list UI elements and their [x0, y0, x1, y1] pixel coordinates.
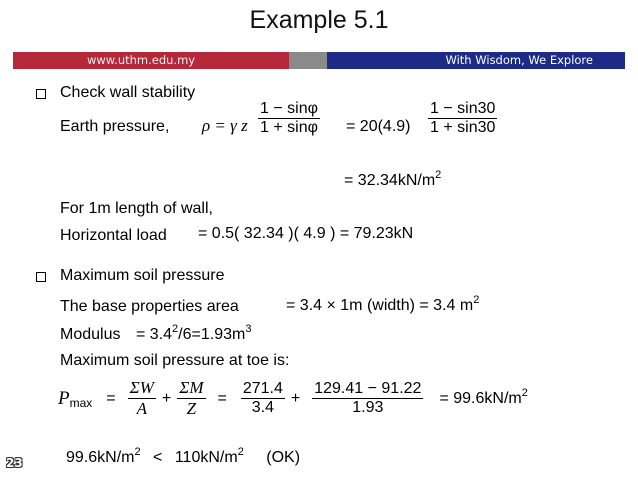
earth-result: [344, 169, 442, 190]
fraction-z-den: Z: [177, 398, 205, 419]
pmax-eq-2: =: [217, 389, 227, 407]
header-motto: With Wisdom, We Explore: [445, 53, 593, 67]
earth-pressure-label: Earth pressure,: [60, 118, 170, 135]
fraction-a-den: A: [128, 398, 156, 419]
pmax-letter: P: [58, 387, 70, 409]
pmax-sub: max: [69, 395, 93, 410]
pmax-result: [439, 386, 528, 408]
check-sup-2: 2: [237, 446, 244, 458]
modulus-sup-2: 3: [245, 323, 252, 335]
header-bar: [13, 52, 625, 69]
check-less-than: <: [153, 449, 163, 466]
pmax-symbol: [58, 388, 92, 410]
fraction-m-num: ΣM: [179, 378, 204, 397]
earth-fraction-1: [258, 100, 320, 137]
check-ok: (OK): [266, 449, 301, 466]
pmax-result-sup: 2: [521, 386, 528, 399]
earth-result-value: = 32.34kN/m: [344, 172, 436, 189]
pmax-equation: [58, 378, 528, 419]
check-line: [66, 446, 301, 467]
earth-fraction-2: [428, 100, 497, 137]
header-url: www.uthm.edu.my: [87, 53, 196, 67]
bullet-square-icon: [36, 272, 46, 282]
modulus-expr-a: = 3.4: [136, 326, 173, 343]
modulus-expr-b: /6=1.93m: [178, 326, 246, 343]
earth-mid-expr: = 20(4.9): [346, 118, 411, 135]
page-number: 23: [6, 456, 23, 470]
fraction-moment-den: 1.93: [312, 398, 423, 417]
earth-fraction-2-den: 1 + sin30: [430, 119, 496, 136]
fraction-moment: [312, 380, 423, 417]
section2-heading: Maximum soil pressure: [60, 267, 225, 284]
area-expr-value: = 3.4 × 1m (width) = 3.4 m: [286, 297, 474, 314]
fraction-3-4-den: 3.4: [241, 398, 285, 417]
modulus-sup-1: 2: [172, 323, 179, 335]
fraction-moment-num: 129.41 − 91.22: [314, 380, 422, 397]
area-expr: [286, 294, 480, 315]
pmax-eq-1: =: [106, 389, 116, 407]
modulus-expr: [136, 323, 252, 344]
area-label: The base properties area: [60, 298, 239, 315]
plus-2: +: [290, 389, 301, 407]
check-sup-1: 2: [134, 446, 141, 458]
length-label: For 1m length of wall,: [60, 200, 213, 217]
plus-1: +: [161, 389, 172, 407]
header-bar-grey: [289, 52, 327, 69]
horizontal-load-expr: = 0.5( 32.34 )( 4.9 ) = 79.23kN: [198, 225, 414, 242]
horizontal-load-label: Horizontal load: [60, 227, 167, 244]
toe-label: Maximum soil pressure at toe is:: [60, 352, 290, 369]
earth-pressure-lhs: ρ = γ z: [202, 116, 248, 135]
fraction-271-num: 271.4: [242, 380, 283, 397]
earth-fraction-2-num: 1 − sin30: [430, 100, 496, 117]
fraction-w-num: ΣW: [129, 378, 154, 397]
fraction-m-over-z: [177, 378, 205, 419]
bullet-square-icon: [36, 89, 46, 99]
fraction-271-over-3-4: [241, 380, 285, 417]
earth-result-sup: 2: [435, 169, 442, 181]
pmax-result-value: = 99.6kN/m: [439, 389, 522, 407]
header-bar-blue: [327, 52, 625, 69]
slide-title: Example 5.1: [249, 6, 389, 34]
earth-fraction-1-num: 1 − sinφ: [260, 100, 318, 117]
fraction-w-over-a: [128, 378, 156, 419]
section1-heading: Check wall stability: [60, 84, 196, 101]
modulus-label: Modulus: [60, 326, 121, 343]
check-value-a: 99.6kN/m: [66, 449, 135, 466]
check-value-b: 110kN/m: [174, 449, 238, 466]
header-bar-red: [13, 52, 289, 69]
earth-fraction-1-den: 1 + sinφ: [260, 119, 318, 136]
area-expr-sup: 2: [473, 294, 480, 306]
